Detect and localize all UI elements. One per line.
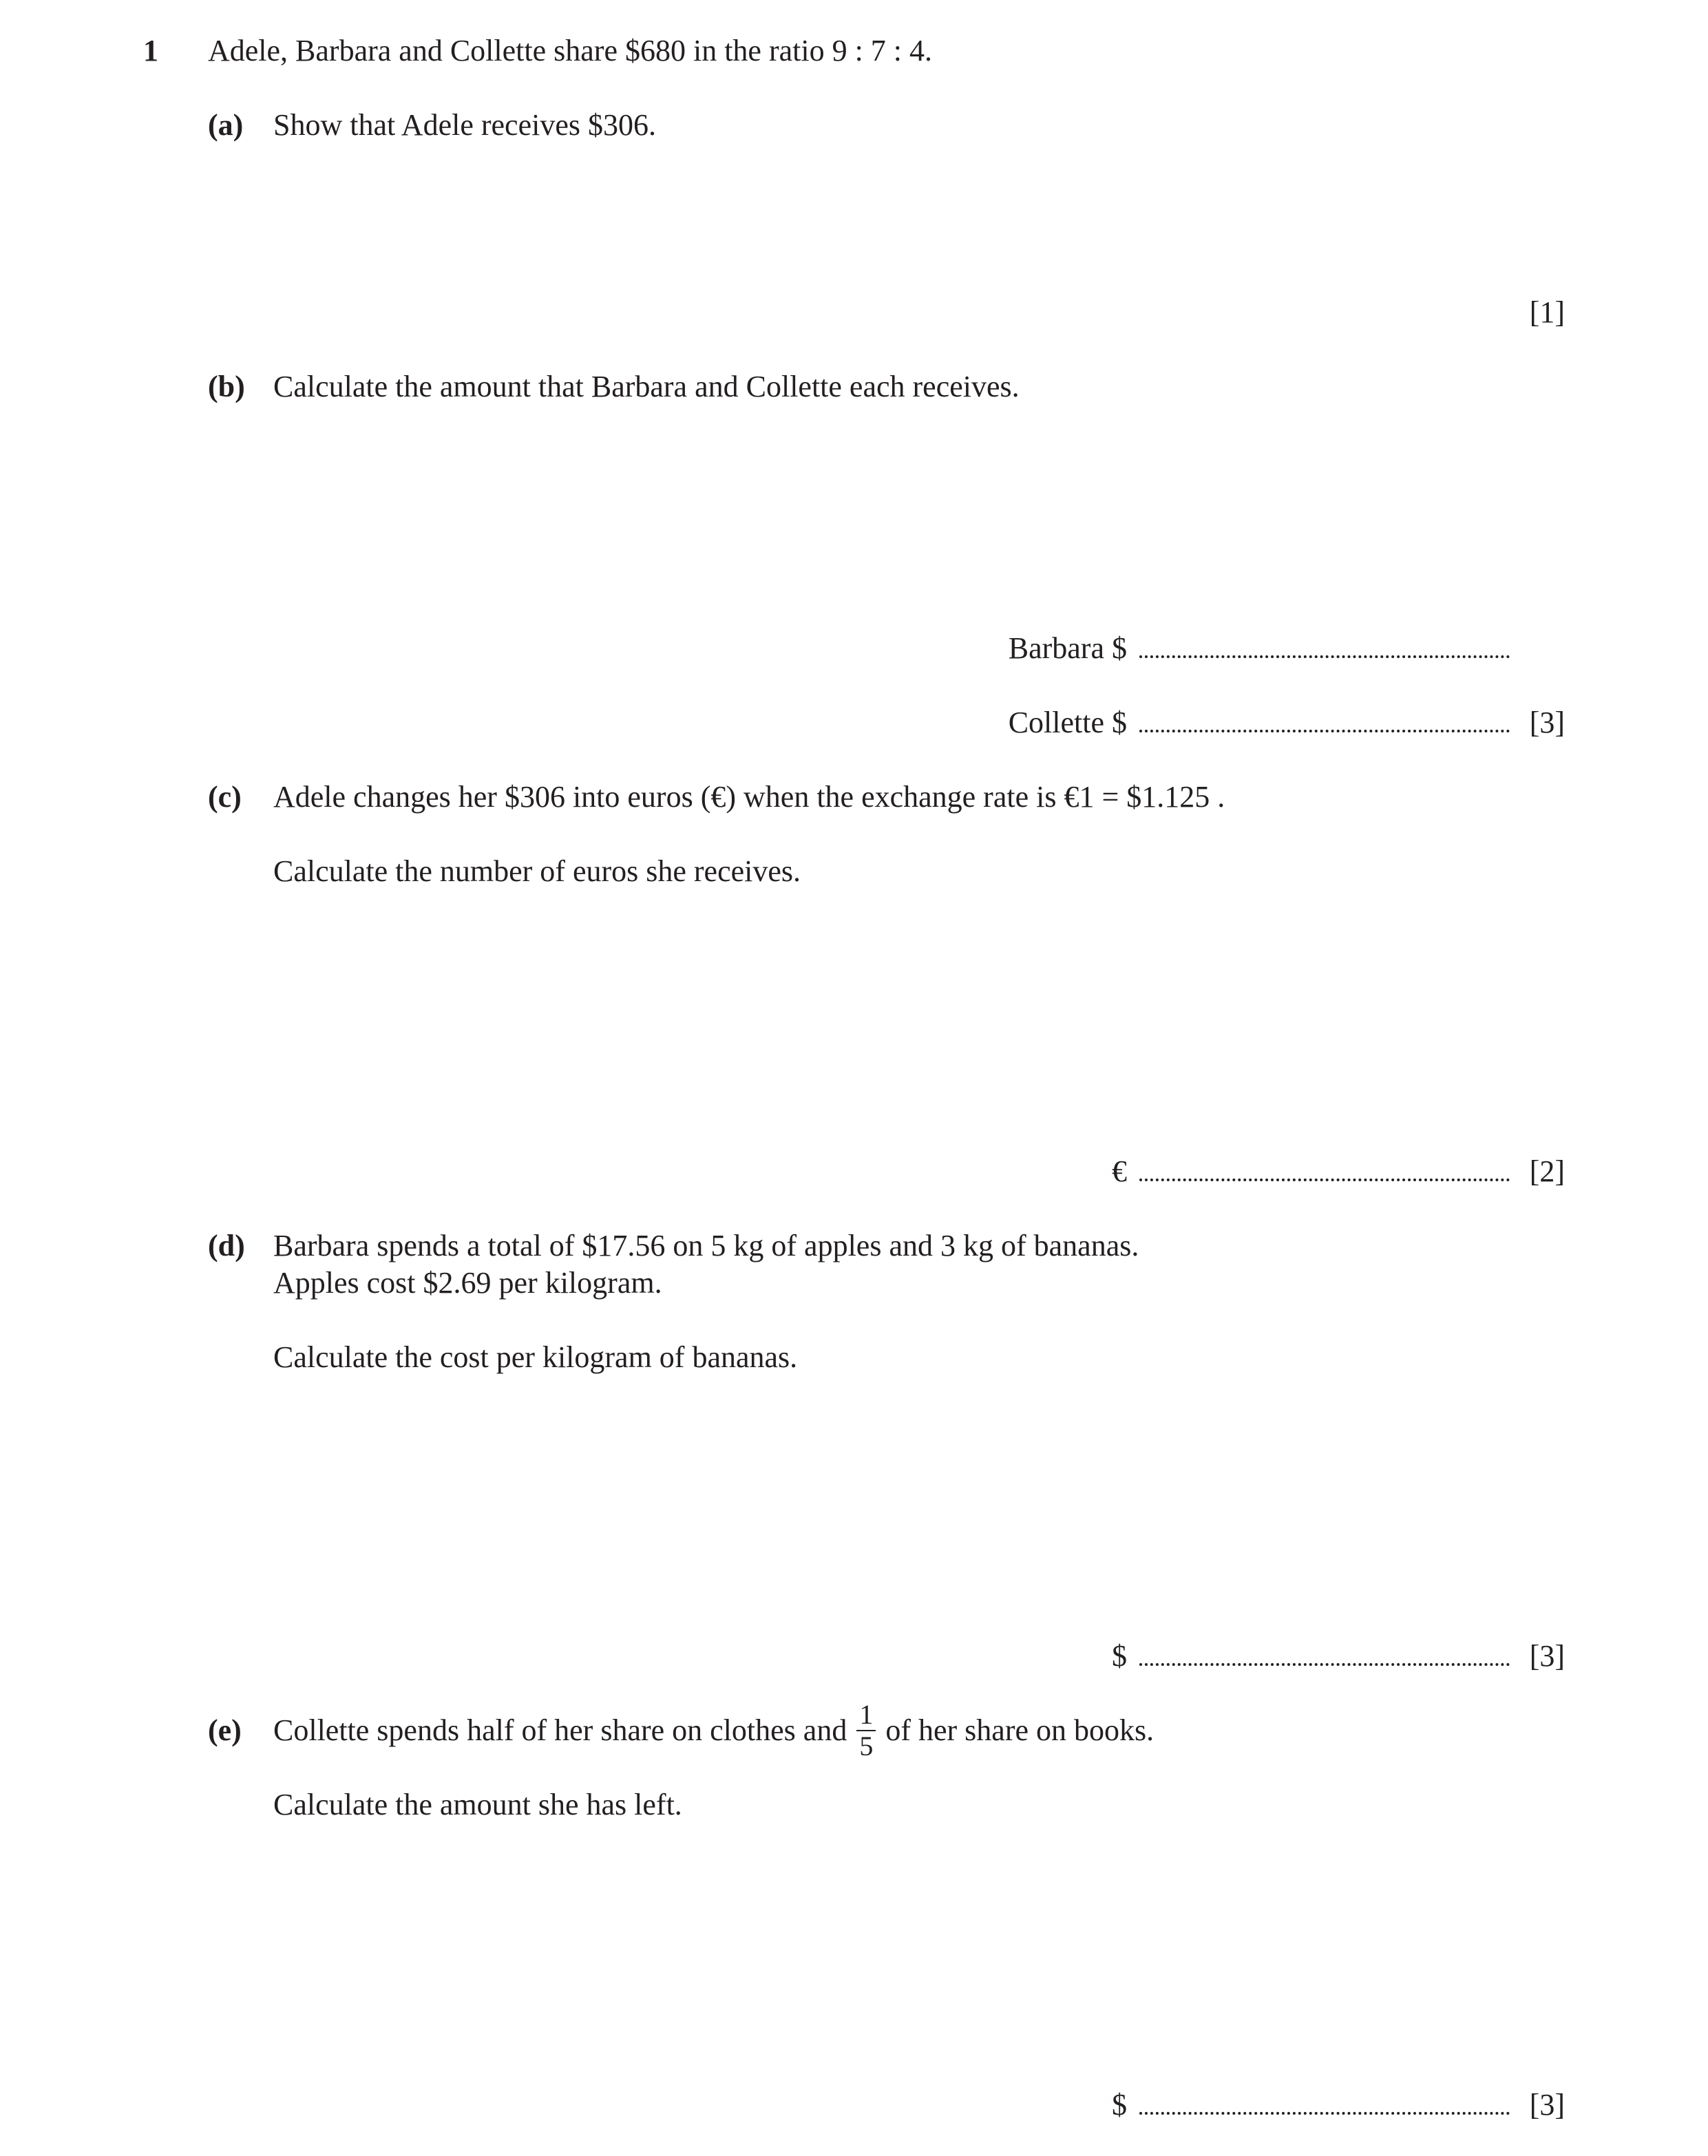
- part-a-marks: [1]: [1529, 295, 1565, 329]
- answer-dotted-line[interactable]: [1139, 1178, 1510, 1181]
- answer-dotted-line[interactable]: [1139, 1662, 1510, 1666]
- part-b-marks: [3]: [1529, 706, 1565, 739]
- answer-label-euros: €: [1112, 1154, 1127, 1188]
- answer-label-barbara: Barbara $: [1008, 631, 1127, 665]
- answer-dotted-line[interactable]: [1139, 2111, 1510, 2115]
- answer-line-euros[interactable]: [1112, 1154, 1565, 1190]
- part-c-text: Adele changes her $306 into euros (€) when the exchange rate is €1 = $1.125 .: [273, 780, 1225, 814]
- part-d-label: (d): [208, 1229, 245, 1262]
- part-d-instruction: Calculate the cost per kilogram of bananas.: [273, 1340, 798, 1374]
- part-b-label: (b): [208, 370, 245, 403]
- part-c-marks: [2]: [1529, 1154, 1565, 1188]
- part-a-text: Show that Adele receives $306.: [273, 108, 656, 142]
- part-d-line2: Apples cost $2.69 per kilogram.: [273, 1266, 662, 1300]
- question-stem: Adele, Barbara and Collette share $680 in the ratio 9 : 7 : 4.: [208, 34, 933, 67]
- answer-line-collette[interactable]: [1009, 705, 1565, 741]
- answer-line-bananas[interactable]: [1112, 1638, 1565, 1674]
- answer-dotted-line[interactable]: [1139, 655, 1510, 658]
- answer-line-barbara[interactable]: [1009, 631, 1565, 666]
- answer-label-collette: Collette $: [1008, 706, 1127, 739]
- part-e-text: [273, 1698, 1154, 1764]
- question-number: 1: [143, 34, 158, 67]
- part-d-line1: Barbara spends a total of $17.56 on 5 kg of apples and 3 kg of bananas.: [273, 1229, 1139, 1262]
- part-c-instruction: Calculate the number of euros she receives.: [273, 854, 801, 888]
- answer-line-remaining[interactable]: [1112, 2087, 1565, 2123]
- part-e-instruction: Calculate the amount she has left.: [273, 1788, 682, 1821]
- answer-dotted-line[interactable]: [1139, 729, 1510, 732]
- part-e-marks: [3]: [1529, 2088, 1565, 2122]
- fraction-denominator: 5: [859, 1731, 874, 1762]
- part-e-text-after: of her share on books.: [885, 1713, 1155, 1747]
- fraction-numerator: 1: [856, 1700, 876, 1731]
- part-c-label: (c): [208, 780, 242, 814]
- part-b-text: Calculate the amount that Barbara and Collette each receives.: [273, 370, 1020, 403]
- answer-label-remaining: $: [1112, 2088, 1127, 2122]
- part-a-label: (a): [208, 108, 244, 142]
- fraction-one-fifth: [856, 1700, 876, 1762]
- answer-label-bananas: $: [1112, 1639, 1127, 1673]
- part-e-label: (e): [208, 1713, 242, 1747]
- part-e-text-before: Collette spends half of her share on clothes and: [273, 1713, 847, 1747]
- part-d-marks: [3]: [1529, 1639, 1565, 1673]
